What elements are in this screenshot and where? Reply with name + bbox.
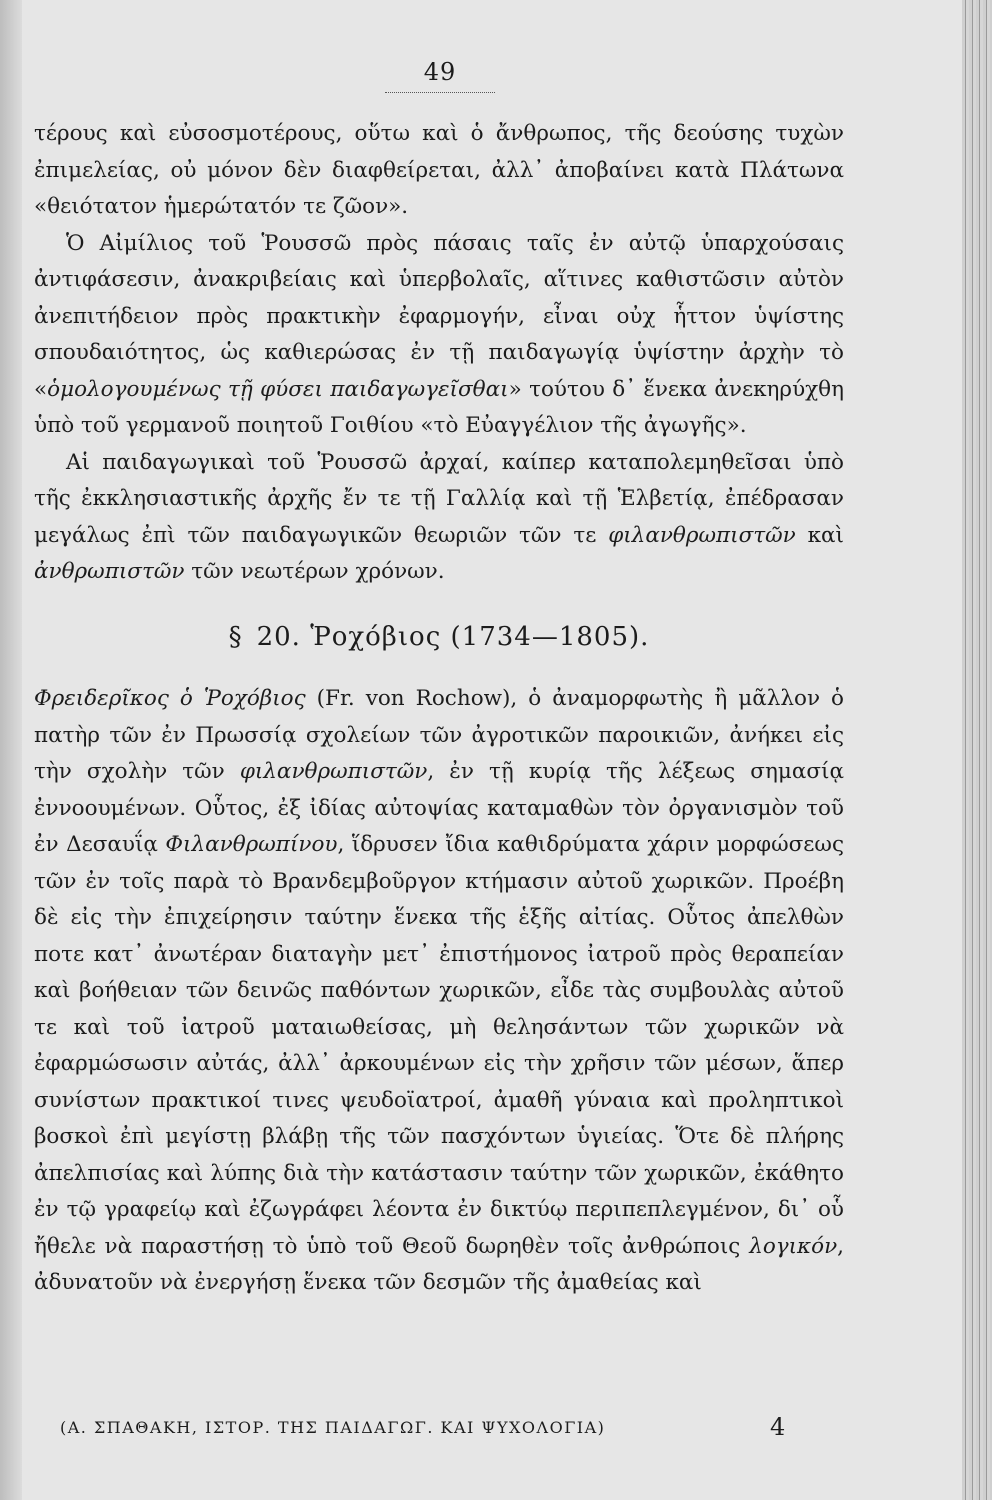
paragraph-4-text-d: , ἀδυνατοῦν νὰ ἐνεργήσῃ ἕνεκα τῶν δεσμῶν τῆς ἀμαθείας καὶ [34,1233,844,1295]
paragraph-4-italic-4: λογικόν [749,1233,838,1259]
paragraph-3-text-mid: καὶ [795,522,844,548]
paragraph-3-italic-1: φιλανθρωπιστῶν [608,522,796,548]
section-heading [34,619,844,656]
paragraph-3-text-b: τῶν νεωτέρων χρόνων. [184,559,445,584]
paragraph-4-italic-2: φιλανθρωπιστῶν [239,759,428,784]
paragraph-4-text-a: (Fr. von Rochow), ὁ ἀναμορφωτὴς ἢ μᾶλλον ὁ πατὴρ τῶν ἐν Πρωσσίᾳ σχολείων τῶν ἀγροτικῶν παροικιῶν, ἀνήκει εἰς τὴν σχολὴν τῶν [34,686,844,784]
running-footer: (Α. ΣΠΑΘΑΚΗ, ΙΣΤΟΡ. ΤΗΣ ΠΑΙΔΑΓΩΓ. ΚΑΙ ΨΥΧΟΛΟΓΙΑ) [60,1418,606,1437]
page-stack-edge [962,0,992,1500]
paragraph-3-text-a: Αἱ παιδαγωγικαὶ τοῦ Ῥουσσῶ ἀρχαί, καίπερ καταπολεμηθεῖσαι ὑπὸ τῆς ἐκκλησιαστικῆς ἀρχῆς ἔν τε τῇ Γαλλίᾳ καὶ τῇ Ἑλβετίᾳ, ἐπέδρασαν μεγάλως ἐπὶ τῶν παιδαγωγικῶν θεωριῶν τῶν τε [34,449,844,548]
body-text [34,116,844,1302]
paragraph-4-text-c: , ἵδρυσεν ἴδια καθιδρύματα χάριν μορφώσεως τῶν ἐν τοῖς παρὰ τὸ Βρανδεμβοῦργον κτήμασιν αὐτοῦ χωρικῶν. Προέβη δὲ εἰς τὴν ἐπιχείρησιν ταύτην ἕνεκα τῆς ἑξῆς αἰτίας. Οὗτος ἀπελθὼν ποτε κατ᾽ ἀνωτέραν διαταγὴν μετ᾽ ἐπιστήμονος ἰατροῦ πρὸς θεραπείαν καὶ βοήθειαν τῶν δεινῶς παθόντων χωρικῶν, εἶδε τὰς συμβουλὰς αὐτοῦ τε καὶ τοῦ ἰατροῦ ματαιωθείσας, μὴ θελησάντων τῶν χωρικῶν νὰ ἐφαρμώσωσιν αὐτάς, ἀλλ᾽ ἀρκουμένων εἰς τὴν χρῆσιν τῶν μέσων, ἅπερ συνίστων πρακτικοί τινες ψευδοϊατροί, ἀμαθῆ γύναια καὶ προληπτικοὶ βοσκοὶ ἐπὶ μεγίστῃ βλάβῃ τῆς τῶν πασχόντων ὑγιείας. Ὅτε δὲ πλήρης ἀπελπισίας καὶ λύπης διὰ τὴν κατάστασιν ταύτην τῶν χωρικῶν, ἐκάθητο ἐν τῷ γραφείῳ καὶ ἐζωγράφει λέοντα ἐν δικτύῳ περιπεπλεγμένον, δι᾽ οὗ ἤθελε νὰ παραστήσῃ τὸ ὑπὸ τοῦ Θεοῦ δωρηθὲν τοῖς ἀνθρώποις [34,832,845,1259]
paragraph-4-text-b: , ἐν τῇ κυρίᾳ τῆς λέξεως σημασίᾳ ἐννοουμένων. Οὗτος, ἐξ ἰδίας αὐτοψίας καταμαθὼν τὸν ὀργανισμὸν τοῦ ἐν Δεσαυΐᾳ [34,759,844,857]
signature-mark: 4 [770,1413,786,1441]
paragraph-2-text-a: Ὁ Αἰμίλιος τοῦ Ῥουσσῶ πρὸς πάσαις ταῖς ἐν αὐτῷ ὑπαρχούσαις ἀντιφάσεσιν, ἀνακριβείαις καὶ ὑπερβολαῖς, αἵτινες καθιστῶσιν αὐτὸν ἀνεπιτήδειον πρὸς πρακτικὴν ἐφαρμογήν, εἶναι οὐχ ἧττον ὑψίστης σπουδαιότητος, ὡς καθιερώσας ἐν τῇ παιδαγωγίᾳ ὑψίστην ἀρχὴν τὸ « [34,230,844,402]
paragraph-4-italic-3: Φιλανθρωπίνου [165,832,338,857]
page-number: 49 [423,58,457,86]
binding-edge [0,0,22,1500]
section-title: 20. Ῥοχόβιος (1734—1805). [256,621,650,652]
section-symbol: § [228,621,243,652]
paragraph-2-italic-quote: ὁμολογουμένως τῇ φύσει παιδαγωγεῖσθαι [47,376,509,402]
paragraph-1: τέρους καὶ εὐσοσμοτέρους, οὕτω καὶ ὁ ἄνθρωπος, τῆς δεούσης τυχὼν ἐπιμελείας, οὐ μόνον δὲν διαφθείρεται, ἀλλ᾽ ἀποβαίνει κατὰ Πλάτωνα «θειότατον ἡμερώτατόν τε ζῶον». [34,121,844,219]
paragraph-3 [34,445,844,591]
paragraph-3-italic-2: ἀνθρωπιστῶν [34,559,185,584]
paragraph-2-text-b: » τούτου δ᾽ ἕνεκα ἀνεκηρύχθη ὑπὸ τοῦ γερμανοῦ ποιητοῦ Γοιθίου «τὸ Εὐαγγέλιον τῆς ἀγωγῆς». [34,376,844,438]
page-number-rule [385,92,495,93]
paragraph-4 [34,681,844,1302]
paragraph-2 [34,226,844,445]
paragraph-4-italic-1: Φρειδερῖκος ὁ Ῥοχόβιος [34,686,306,711]
